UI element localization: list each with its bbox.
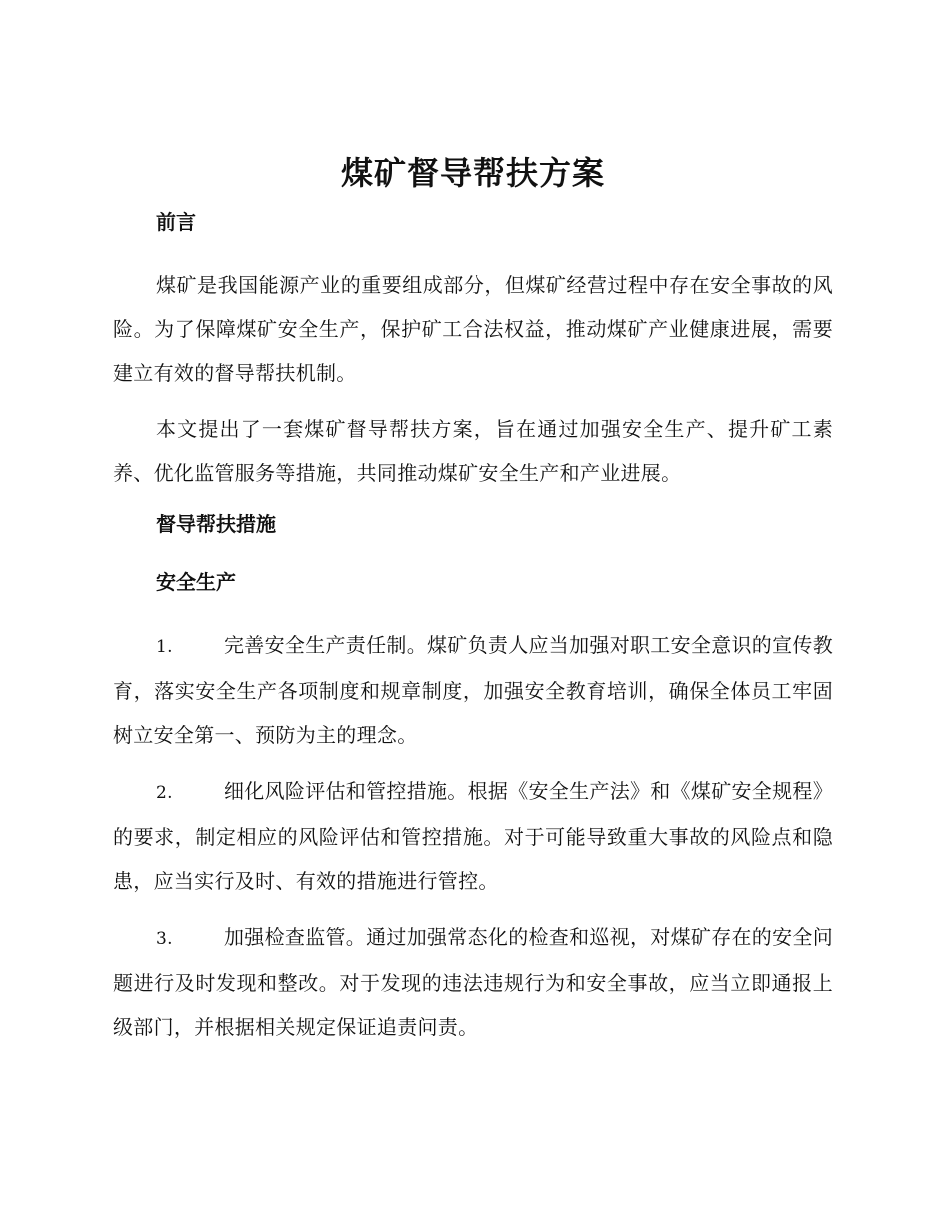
list-number: 2. bbox=[156, 783, 173, 803]
measures-heading: 督导帮扶措施 bbox=[156, 512, 276, 536]
list-item bbox=[113, 623, 833, 757]
list-number: 1. bbox=[156, 637, 173, 657]
list-item bbox=[113, 915, 833, 1049]
document-body bbox=[113, 150, 833, 1061]
preface-paragraph-2: 本文提出了一套煤矿督导帮扶方案，旨在通过加强安全生产、提升矿工素养、优化监管服务等措施，共同推动煤矿安全生产和产业进展。 bbox=[113, 417, 833, 485]
preface-heading: 前言 bbox=[156, 210, 196, 234]
list-text: 细化风险评估和管控措施。根据《安全生产法》和《煤矿安全规程》的要求，制定相应的风险评估和管控措施。对于可能导致重大事故的风险点和隐患，应当实行及时、有效的措施进行管控。 bbox=[113, 779, 833, 893]
preface-paragraph-1: 煤矿是我国能源产业的重要组成部分，但煤矿经营过程中存在安全事故的风险。为了保障煤矿安全生产，保护矿工合法权益，推动煤矿产业健康进展，需要建立有效的督导帮扶机制。 bbox=[113, 273, 833, 385]
list-text: 加强检查监管。通过加强常态化的检查和巡视，对煤矿存在的安全问题进行及时发现和整改。对于发现的违法违规行为和安全事故，应当立即通报上级部门，并根据相关规定保证追责问责。 bbox=[113, 925, 833, 1039]
list-item bbox=[113, 769, 833, 903]
list-text: 完善安全生产责任制。煤矿负责人应当加强对职工安全意识的宣传教育，落实安全生产各项制度和规章制度，加强安全教育培训，确保全体员工牢固树立安全第一、预防为主的理念。 bbox=[113, 633, 833, 747]
document-title: 煤矿督导帮扶方案 bbox=[340, 154, 605, 192]
list-number: 3. bbox=[156, 929, 173, 949]
safety-heading: 安全生产 bbox=[156, 570, 236, 594]
